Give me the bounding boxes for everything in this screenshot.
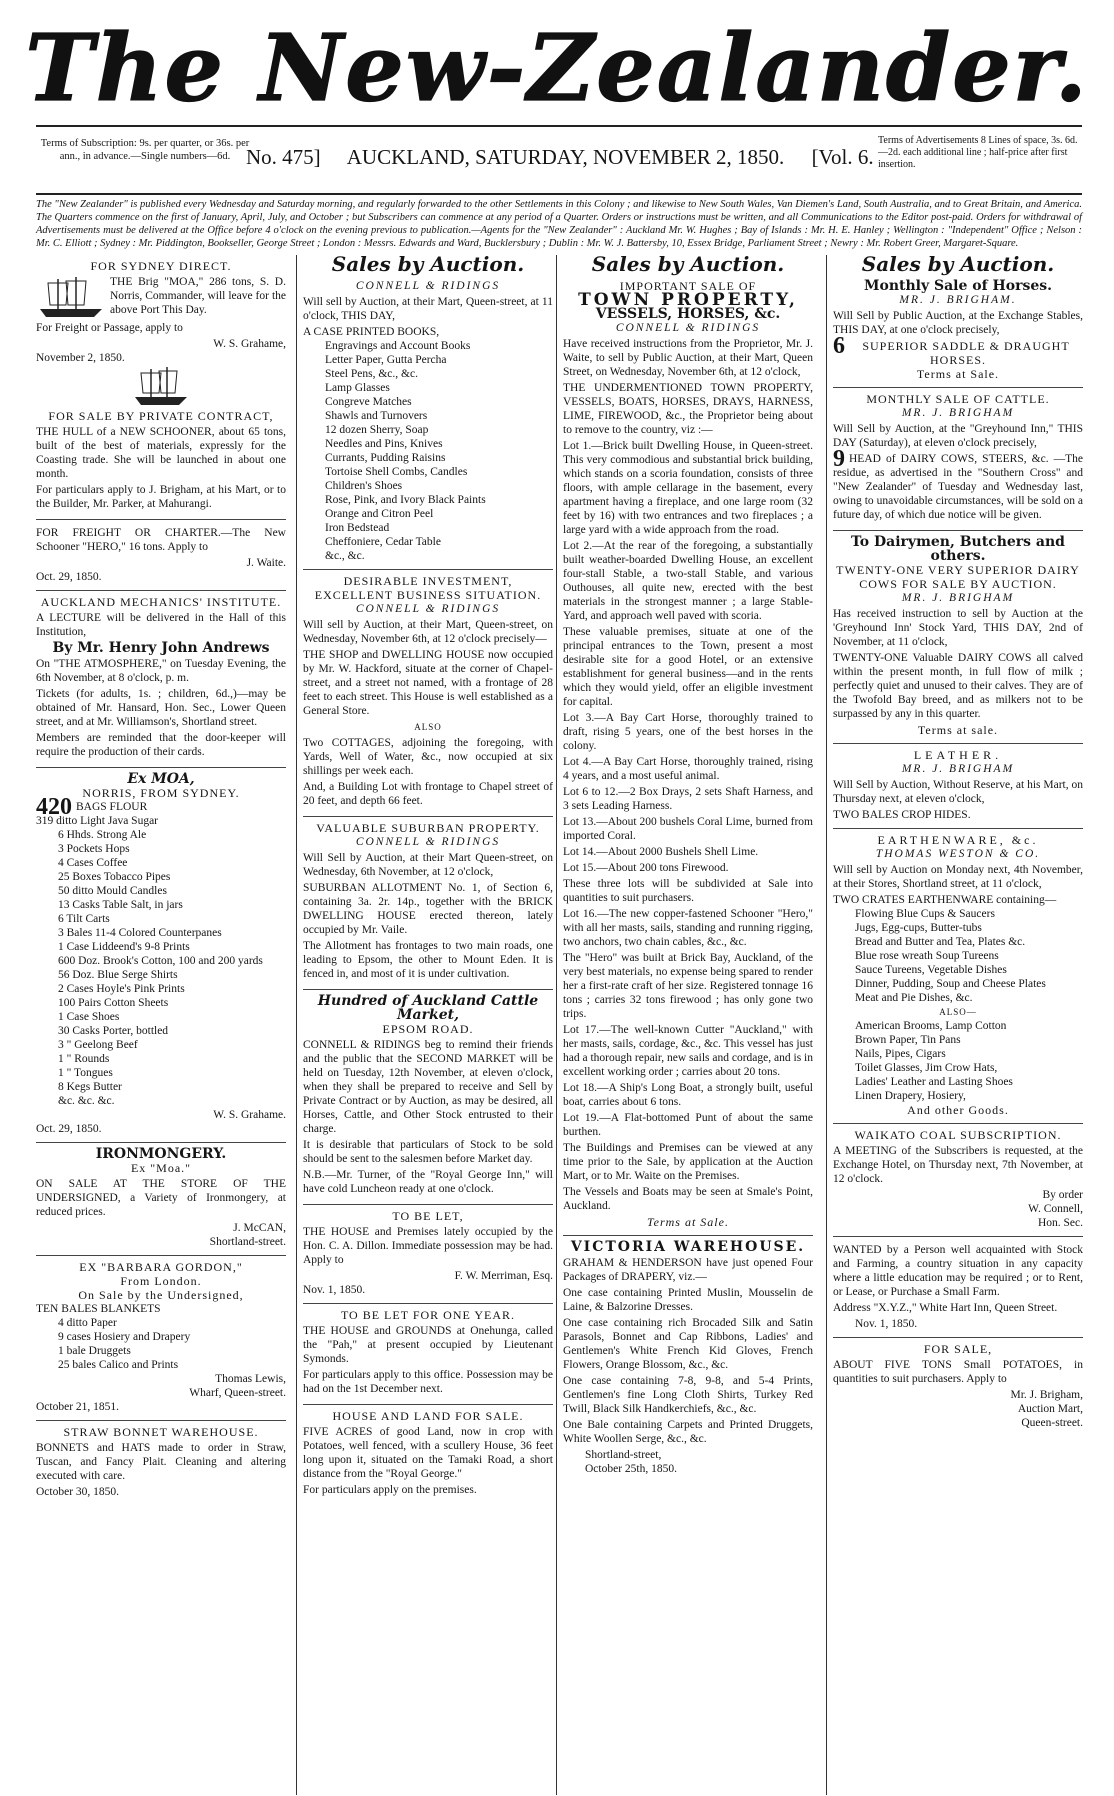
ad-address: Wharf, Queen-street. [189, 1387, 286, 1399]
auctioneer: CONNELL & RIDINGS [355, 836, 501, 848]
ad-subheading: NORRIS, FROM SYDNEY. [82, 786, 240, 800]
list-item: Ladies' Leather and Lasting Shoes [855, 1076, 1013, 1088]
auction-investment [303, 570, 553, 817]
auctioneer: MR. J. BRIGHAM [901, 592, 1015, 604]
ad-body: For particulars apply on the premises. [303, 1484, 477, 1496]
ad-signature: J. McCAN, [233, 1222, 286, 1234]
ad-end: And other Goods. [907, 1103, 1009, 1117]
list-item: Steel Pens, &c., &c. [325, 368, 418, 380]
ad-mechanics [36, 591, 286, 768]
ad-date: Oct. 29, 1850. [36, 571, 102, 583]
list-item: 3 " Geelong Beef [58, 1039, 138, 1051]
ad-body: On "THE ATMOSPHERE," on Tuesday Evening, the 6th November, at 8 o'clock, p. m. [36, 658, 286, 684]
ad-also: ALSO [414, 722, 442, 732]
ad-heading: VICTORIA WAREHOUSE. [570, 1239, 806, 1255]
place-date: AUCKLAND, SATURDAY, NOVEMBER 2, 1850. [346, 145, 785, 169]
masthead [0, 0, 1114, 120]
ad-heading: WAIKATO COAL SUBSCRIPTION. [854, 1128, 1062, 1142]
list-item: Jugs, Egg-cups, Butter-tubs [855, 922, 982, 934]
list-item: 30 Casks Porter, bottled [58, 1025, 169, 1037]
list-item: 1 Case Liddeend's 9-8 Prints [58, 941, 190, 953]
section-heading: Sales by Auction. [591, 255, 785, 276]
ad-moa [36, 768, 286, 1143]
ad-wanted [833, 1237, 1083, 1338]
list-item: 2 Cases Hoyle's Pink Prints [58, 983, 185, 995]
advertising-terms: Terms of Advertisements 8 Lines of space, 3s. 6d.—2d. each additional line ; half-price after first insertion. [878, 135, 1078, 170]
list-item: A CASE PRINTED BOOKS, [303, 326, 440, 338]
lot-item: Lot 15.—About 200 tons Firewood. [563, 862, 729, 874]
list-item: &c. &c. &c. [58, 1095, 115, 1107]
dateline-bar [36, 125, 1082, 195]
lot-item: Lot 13.—About 200 bushels Coral Lime, burned from imported Coral. [563, 816, 813, 842]
lot-item: These valuable premises, situate at one of the principal entrances to the Town, present a most desirable site for a good Hotel, or an extensive establishment for general business—and in the rents which they would yield, offer an eligible investment for capital. [563, 626, 813, 708]
ad-date: Nov. 1, 1850. [303, 1284, 366, 1296]
ad-body: THE Brig "MOA," 286 tons, S. D. Norris, Commander, will leave for the above Port This Day. [110, 276, 286, 316]
ad-straw-bonnet [36, 1421, 286, 1505]
cargo-list [36, 794, 286, 1108]
list-item: Linen Drapery, Hosiery, [855, 1090, 966, 1102]
list-item: Congreve Matches [325, 396, 412, 408]
ad-body: FIVE ACRES of good Land, now in crop with Potatoes, well fenced, with a scullery House, 36 feet long upon it, situated on the Tamaki Road, a short distance from the "Royal George." [303, 1426, 553, 1480]
list-item: 56 Doz. Blue Serge Shirts [58, 969, 178, 981]
ad-body: Will Sell by Auction, at the "Greyhound Inn," THIS DAY (Saturday), at eleven o'clock precisely, [833, 423, 1083, 449]
ad-heading: Monthly Sale of Horses. [864, 278, 1052, 294]
ad-body: SUBURBAN ALLOTMENT No. 1, of Section 6, containing 3a. 2r. 14p., together with the BRICK DWELLING HOUSE erected thereon, lately occupied by Mr. Vaile. [303, 882, 553, 936]
ad-heading: AUCKLAND MECHANICS' INSTITUTE. [40, 595, 282, 609]
ad-terms: Terms at sale. [917, 723, 999, 737]
ad-body: Will Sell by Auction, Without Reserve, at his Mart, on Thursday next, at eleven o'clock, [833, 779, 1083, 805]
auction-books [303, 275, 553, 570]
list-item: Flowing Blue Cups & Saucers [855, 908, 995, 920]
issue-number: No. 475] [246, 145, 321, 169]
ad-body: ON SALE AT THE STORE OF THE UNDERSIGNED, a Variety of Ironmongery, at reduced prices. [36, 1178, 286, 1218]
ad-address: Shortland-street. [209, 1236, 286, 1248]
ad-heading: FOR SALE, [923, 1342, 993, 1356]
ad-body: Will sell by Auction, at their Mart, Queen-street, on Wednesday, November 6th, at 12 o'clock precisely— [303, 619, 553, 645]
section-heading: Sales by Auction. [861, 255, 1055, 276]
list-item: Sauce Tureens, Vegetable Dishes [855, 964, 1007, 976]
lot-item: Lot 18.—A Ship's Long Boat, a strongly built, useful boat, carries about 6 tons. [563, 1082, 813, 1108]
ad-body: A MEETING of the Subscribers is requested, at the Exchange Hotel, on Thursday next, 7th November, at 12 o'clock. [833, 1145, 1083, 1185]
list-item: 1 Case Shoes [58, 1011, 120, 1023]
ad-signature: Mr. J. Brigham, [1010, 1389, 1083, 1401]
column-3 [556, 255, 813, 1795]
ad-body: Will sell by Auction, at their Mart, Queen-street, at 11 o'clock, THIS DAY, [303, 296, 553, 322]
auction-town-property [563, 275, 813, 1236]
ad-heading: IRONMONGERY. [95, 1146, 227, 1162]
ad-subheading: TWENTY-ONE VERY SUPERIOR DAIRY COWS FOR SALE BY AUCTION. [836, 563, 1080, 591]
list-item: 4 ditto Paper [58, 1317, 117, 1329]
issue-line [246, 145, 882, 170]
list-item: Letter Paper, Gutta Percha [325, 354, 447, 366]
lot-item: Lot 14.—About 2000 Bushels Shell Lime. [563, 846, 759, 858]
auction-earthenware [833, 829, 1083, 1124]
ad-body: One case containing rich Brocaded Silk and Satin Parasols, Bonnet and Cap Ribbons, Ladies' and Gentlemen's White French Kid Gloves, French Flowers, Orange Blossom, &c., &c. [563, 1317, 813, 1371]
column-2 [296, 255, 553, 1795]
ad-body: One Bale containing Carpets and Printed Druggets, White Woollen Serge, &c., &c. [563, 1419, 813, 1445]
ad-heading: Hundred of Auckland Cattle Market, [317, 993, 539, 1023]
ad-heading: To Dairymen, Butchers and others. [851, 534, 1065, 564]
list-item: 13 Casks Table Salt, in jars [58, 899, 183, 911]
ad-body: A LECTURE will be delivered in the Hall of this Institution, [36, 612, 286, 638]
list-item: 25 Boxes Tobacco Pipes [58, 871, 171, 883]
ad-body: N.B.—Mr. Turner, of the "Royal George Inn," will have cold Luncheon ready at one o'clock. [303, 1169, 553, 1195]
auctioneer: CONNELL & RIDINGS [355, 280, 501, 292]
ad-signature: W. S. Grahame, [213, 338, 286, 350]
ad-heading: HOUSE AND LAND FOR SALE. [332, 1409, 524, 1423]
ad-body: BONNETS and HATS made to order in Straw, Tuscan, and Fancy Plait. Cleaning and altering executed with care. [36, 1442, 286, 1482]
ad-heading: MONTHLY SALE OF CATTLE. [866, 392, 1050, 406]
ad-heading: Ex MOA, [127, 771, 195, 787]
list-item: Tortoise Shell Combs, Candles [325, 466, 468, 478]
ad-body: Two COTTAGES, adjoining the foregoing, with Yards, Well of Water, &c., now occupied at six shillings per week each. [303, 737, 553, 777]
ad-subheading: Ex "Moa." [130, 1161, 192, 1175]
ad-address: Shortland-street, [585, 1449, 662, 1461]
ad-body: For particulars apply to this office. Possession may be had on the 1st December next. [303, 1369, 553, 1395]
list-item: Orange and Citron Peel [325, 508, 434, 520]
ad-body: The Vessels and Boats may be seen at Smale's Point, Auckland. [563, 1186, 813, 1212]
ad-body: FOR FREIGHT OR CHARTER.—The New Schooner "HERO," 16 tons. Apply to [36, 527, 286, 553]
list-item: Currants, Pudding Raisins [325, 452, 446, 464]
list-item: Engravings and Account Books [325, 340, 471, 352]
list-item: Shawls and Turnovers [325, 410, 428, 422]
list-item: 8 Kegs Butter [58, 1081, 122, 1093]
lot-item: The "Hero" was built at Brick Bay, Auckland, of the very best materials, no expense being spared to render her a first-rate craft of her size. Registered tonnage 16 tons ; carries 32 tons firewood ; has only gone two trips. [563, 952, 813, 1020]
ad-body: Will Sell by Auction, at their Mart Queen-street, on Wednesday, 6th November, at 12 o'clock, [303, 852, 553, 878]
ad-heading: EARTHENWARE, &c. [877, 833, 1039, 847]
lot-item: Lot 17.—The well-known Cutter "Auckland," with her masts, sails, cordage, &c., &c. This vessel has just had a thorough repair, new sails and cordage, and is in excellent working order ; carries about 20 tons. [563, 1024, 813, 1078]
ad-terms: Terms at Sale. [916, 367, 1000, 381]
list-item: 6 Hhds. Strong Ale [58, 829, 147, 841]
list-item: 319 ditto Light Java Sugar [36, 815, 159, 827]
lot-item: Lot 2.—At the rear of the foregoing, a substantially built weather-boarded Dwelling House, an excellent four-stall Stable, a two-stall Stable, and various Outhouses, all quite new, erected with the best materials in the strongest manner ; a large Stable-Yard, and approach well paved with scoria. [563, 540, 813, 622]
column-1 [36, 255, 286, 1795]
ad-also: ALSO— [939, 1007, 977, 1017]
ad-body: THE HULL of a NEW SCHOONER, about 65 tons, built of the best of materials, expressly for the Coasting trade. She will be launched in about one month. [36, 426, 286, 480]
column-4 [826, 255, 1083, 1795]
lot-item: These three lots will be subdivided at Sale into quantities to suit purchasers. [563, 878, 813, 904]
ad-body: One case containing Printed Muslin, Mousselin de Laine, & Balzorine Dresses. [563, 1287, 813, 1313]
ad-signature: F. W. Merriman, Esq. [454, 1270, 553, 1282]
auctioneer: CONNELL & RIDINGS [355, 603, 501, 615]
list-item: Needles and Pins, Knives [325, 438, 443, 450]
list-item: Cheffoniere, Cedar Table [325, 536, 441, 548]
auction-cattle [833, 388, 1083, 531]
ad-body: Have received instructions from the Proprietor, Mr. J. Waite, to sell by Public Auction, at their Mart, Queen Street, on Wednesday, November 6th, at 12 o'clock, [563, 338, 813, 378]
ad-body: One case containing 7-8, 9-8, and 5-4 Prints, Gentlemen's fine Long Cloth Shirts, Turkey Red Twill, Black Silk Handkerchiefs, &c., &c. [563, 1375, 813, 1415]
auction-cattle-market [303, 990, 553, 1205]
lot-item: Lot 3.—A Bay Cart Horse, thoroughly trained to draft, rising 5 years, one of the best horses in the colony. [563, 712, 813, 752]
quantity: 420 [36, 794, 72, 820]
list-item: 6 Tilt Carts [58, 913, 110, 925]
section-heading: Sales by Auction. [331, 255, 525, 276]
volume-number: [Vol. 6. [811, 145, 874, 169]
ad-terms: Terms at Sale. [647, 1215, 729, 1229]
ad-date: Oct. 29, 1850. [36, 1123, 102, 1135]
auctioneer: CONNELL & RIDINGS [615, 322, 761, 334]
ad-body: Will sell by Auction on Monday next, 4th November, at their Stores, Shortland street, at 11 o'clock, [833, 864, 1083, 890]
auctioneer: MR. J. BRIGHAM. [899, 294, 1017, 306]
auctioneer: MR. J. BRIGHAM [901, 407, 1015, 419]
ad-coal [833, 1124, 1083, 1237]
ad-body: The Buildings and Premises can be viewed at any time prior to the Sale, by application at the Auction Mart, or to Mr. Waite on the Premises. [563, 1142, 813, 1182]
auction-leather [833, 744, 1083, 829]
ad-ironmongery [36, 1143, 286, 1256]
lot-item: Lot 19.—A Flat-bottomed Punt of about the same burthen. [563, 1112, 813, 1138]
ad-hero [36, 520, 286, 591]
ad-date: November 2, 1850. [36, 352, 125, 364]
ship-icon [131, 365, 191, 409]
list-item: Dinner, Pudding, Soup and Cheese Plates [855, 978, 1046, 990]
list-item: &c., &c. [325, 550, 365, 562]
ad-subheading: On Sale by the Undersigned, [78, 1288, 244, 1302]
columns [36, 255, 1084, 1795]
list-item: 3 Bales 11-4 Colored Counterpanes [58, 927, 222, 939]
ad-subheading: EPSOM ROAD. [382, 1022, 474, 1036]
ad-body: Will Sell by Public Auction, at the Exchange Stables, THIS DAY, at one o'clock precisely, [833, 310, 1083, 336]
quantity: 6 [833, 333, 845, 359]
publication-notice: The "New Zealander" is published every Wednesday and Saturday morning, and regularly forwarded to the other Settlements in this Colony ; and likewise to New South Wales, Van Diemen's Land, South Australia, and to Great Britain, and America. The Quarters commence on the first of January, April, July, and October ; but Subscribers can commence at any period of a Quarter. Orders or instructions must be written, and all Communications to the Editor post-paid. Orders for withdrawal of Advertisements must be delivered at the Office before 4 o'clock on the evening previous to publication.—Agents for the "New Zealander" : Auckland Mr. W. Hughes ; Bay of Islands : Mr. H. E. Hanley ; Wellington : "Independent" Office ; Nelson : Mr. C. Elliott ; Sydney : Mr. Piddington, Bookseller, George Street ; London : Messrs. Edwards and Ward, Bucklersbury ; Dublin : Mr. W. J. Battersby, 10, Essex Bridge, Parliament Street ; Newry : Mr. Robert Greer, Margaret-Square. [36, 199, 1082, 249]
ad-signature: Thomas Lewis, [215, 1373, 286, 1385]
ad-heading: IMPORTANT SALE OF [619, 279, 757, 293]
ad-body: GRAHAM & HENDERSON have just opened Four Packages of DRAPERY, viz.— [563, 1257, 813, 1283]
ad-heading: TO BE LET, [392, 1209, 464, 1223]
auction-dairy [833, 531, 1083, 744]
lot-item: Lot 16.—The new copper-fastened Schooner "Hero," with all her masts, sails, standing and running rigging, two anchors, two chain cables, &c., &c. [563, 908, 813, 948]
ad-subtitle: VESSELS, HORSES, &c. [595, 306, 781, 322]
ad-body: THE UNDERMENTIONED TOWN PROPERTY, VESSELS, BOATS, HORSES, DRAYS, HARNESS, LIME, FIREWOOD, &c., the Proprietor being about to remove to the country, viz :— [563, 382, 813, 436]
ad-body: Members are reminded that the door-keeper will require the production of their cards. [36, 732, 286, 758]
ad-to-let [303, 1205, 553, 1304]
list-item: 600 Doz. Brook's Cotton, 100 and 200 yards [58, 955, 263, 967]
list-item: 50 ditto Mould Candles [58, 885, 167, 897]
ad-to-let-year [303, 1304, 553, 1405]
list-item: BAGS FLOUR [76, 801, 148, 813]
ad-signature: W. S. Grahame. [213, 1109, 286, 1121]
auction-suburban [303, 817, 553, 990]
ad-heading: EX "BARBARA GORDON," [79, 1260, 243, 1274]
list-item: American Brooms, Lamp Cotton [855, 1020, 1007, 1032]
ad-body: WANTED by a Person well acquainted with Stock and Farming, a country situation in any capacity where a little education may be required ; or to Rent, or Lease, or Purchase a Small Farm. [833, 1244, 1083, 1298]
list-item: 100 Pairs Cotton Sheets [58, 997, 169, 1009]
list-item: Lamp Glasses [325, 382, 390, 394]
ad-heading: FOR SALE BY PRIVATE CONTRACT, [48, 409, 274, 423]
ad-heading: DESIRABLE INVESTMENT, EXCELLENT BUSINESS SITUATION. [314, 574, 542, 602]
masthead-title [0, 0, 1114, 120]
ad-body: ABOUT FIVE TONS Small POTATOES, in quantities to suit purchasers. Apply to [833, 1359, 1083, 1385]
ad-barbara-gordon [36, 1256, 286, 1421]
ad-body: THE HOUSE and Premises lately occupied by the Hon. C. A. Dillon. Immediate possession may be had. Apply to [303, 1226, 553, 1266]
ad-lot: TWO CRATES EARTHENWARE containing— [833, 894, 1057, 906]
auctioneer: THOMAS WESTON & CO. [875, 848, 1041, 860]
ship-icon [36, 275, 106, 321]
ad-body: Has received instruction to sell by Auction at the 'Greyhound Inn' Stock Yard, THIS DAY, 2nd of November, at 11 o'clock, [833, 608, 1083, 648]
auction-horses [833, 275, 1083, 388]
ad-sydney [36, 255, 286, 520]
ad-heading: FOR SYDNEY DIRECT. [90, 259, 232, 273]
list-item: 9 cases Hosiery and Drapery [58, 1331, 191, 1343]
lot-item: Lot 6 to 12.—2 Box Drays, 2 sets Shaft Harness, and 3 sets Leading Harness. [563, 786, 813, 812]
ad-body: It is desirable that particulars of Stock to be sold should be sent to the salesmen before Market day. [303, 1139, 553, 1165]
ad-date: October 21, 1851. [36, 1401, 120, 1413]
ad-address: Auction Mart, [1017, 1403, 1083, 1415]
quantity: 9 [833, 446, 845, 472]
list-item: 12 dozen Sherry, Soap [325, 424, 429, 436]
ad-by-order: By order [1042, 1189, 1083, 1201]
list-item: Toilet Glasses, Jim Crow Hats, [855, 1062, 998, 1074]
list-item: Blue rose wreath Soup Tureens [855, 950, 999, 962]
ad-heading: TO BE LET FOR ONE YEAR. [340, 1308, 516, 1322]
lecturer-name: By Mr. Henry John Andrews [52, 640, 270, 656]
ad-apply: For Freight or Passage, apply to [36, 322, 183, 334]
ad-lot: TWO BALES CROP HIDES. [833, 809, 971, 821]
list-item: 3 Pockets Hops [58, 843, 130, 855]
list-item: Children's Shoes [325, 480, 403, 492]
lot-item: Lot 1.—Brick built Dwelling House, in Queen-street. This very commodious and substantial brick building, which stands on a scoria foundation, consists of three floors, with ample cellarage in the basement, every apartment having a fireplace, and one large room (32 feet by 16) with two entrances and two fireplaces ; a large yard with a wide approach from the road. [563, 440, 813, 536]
ad-body: TWENTY-ONE Valuable DAIRY COWS all calved within the present month, in full flow of milk ; perfectly quiet and unused to their calves. They are of the Twofold Bay breed, and as milkers not to be surpassed by any in this quarter. [833, 652, 1083, 720]
ad-date: October 25th, 1850. [585, 1463, 677, 1475]
list-item: 4 Cases Coffee [58, 857, 128, 869]
ad-subheading: From London. [120, 1274, 202, 1288]
ad-title: Hon. Sec. [1037, 1217, 1083, 1229]
list-item: TEN BALES BLANKETS [36, 1303, 161, 1315]
list-item: 1 " Rounds [58, 1053, 110, 1065]
ad-body: THE HOUSE and GROUNDS at Onehunga, called the "Pah," at present occupied by Lieutenant Symonds. [303, 1325, 553, 1365]
ad-heading: VALUABLE SUBURBAN PROPERTY. [316, 821, 540, 835]
ad-lot: SUPERIOR SADDLE & DRAUGHT HORSES. [862, 339, 1070, 367]
ad-body: THE SHOP and DWELLING HOUSE now occupied by Mr. W. Hackford, situate at the corner of Chapel-street, and a street not named, with a frontage of 28 feet to each street. This House is well established as a General Store. [303, 649, 553, 717]
ad-victoria-warehouse [563, 1236, 813, 1482]
lot-item: Lot 4.—A Bay Cart Horse, thoroughly trained, rising 4 years, and a most useful animal. [563, 756, 813, 782]
ad-signature: J. Waite. [246, 557, 286, 569]
list-item: 1 " Tongues [58, 1067, 113, 1079]
list-item: 1 bale Druggets [58, 1345, 131, 1357]
svg-text:The New-Zealander.: The New-Zealander. [25, 14, 1089, 120]
list-item: Nails, Pipes, Cigars [855, 1048, 946, 1060]
ad-potatoes [833, 1338, 1083, 1436]
ad-body: HEAD of DAIRY COWS, STEERS, &c. —The residue, as advertised in the "Southern Cross" and "New Zealander" of Tuesday and Wednesday last, owing to unavoidable circumstances, will be sold on a future day, of which due notice will be given. [833, 453, 1083, 521]
list-item: Bread and Butter and Tea, Plates &c. [855, 936, 1026, 948]
ad-title: TOWN PROPERTY, [578, 290, 798, 310]
ad-address: Queen-street. [1021, 1417, 1083, 1429]
list-item: Iron Bedstead [325, 522, 390, 534]
ad-address: Address "X.Y.Z.," White Hart Inn, Queen Street. [833, 1302, 1058, 1314]
ad-date: October 30, 1850. [36, 1486, 120, 1498]
ad-house-land [303, 1405, 553, 1505]
list-item: 25 bales Calico and Prints [58, 1359, 179, 1371]
ad-body: And, a Building Lot with frontage to Chapel street of 20 feet, and depth 66 feet. [303, 781, 553, 807]
ad-date: Nov. 1, 1850. [855, 1318, 918, 1330]
ad-body: CONNELL & RIDINGS beg to remind their friends and the public that the SECOND MARKET will be held on Tuesday, 12th November, at eleven o'clock, when they shall be prepared to receive and Sell by Private Contract or by Auction, as may be desired, all Horses, Cattle, and Other Stock entrusted to their charge. [303, 1039, 553, 1135]
subscription-terms: Terms of Subscription: 9s. per quarter, or 36s. per ann., in advance.—Single numbers—6d. [40, 138, 250, 162]
list-item: Meat and Pie Dishes, &c. [855, 992, 973, 1004]
auctioneer: MR. J. BRIGHAM [901, 763, 1015, 775]
ad-heading: STRAW BONNET WAREHOUSE. [63, 1425, 259, 1439]
ad-body: For particulars apply to J. Brigham, at his Mart, or to the Builder, Mr. Parker, at Mahurangi. [36, 484, 286, 510]
ad-body: Tickets (for adults, 1s. ; children, 6d.,)—may be obtained of Mr. Hansard, Hon. Sec., Lower Queen street, and at Mr. Williamson's, Shortland street. [36, 688, 286, 728]
list-item: Brown Paper, Tin Pans [855, 1034, 961, 1046]
ad-heading: LEATHER. [913, 748, 1003, 762]
list-item: Rose, Pink, and Ivory Black Paints [325, 494, 486, 506]
ad-signature: W. Connell, [1028, 1203, 1083, 1215]
ad-body: The Allotment has frontages to two main roads, one leading to Epsom, the other to Mount Eden. It is fenced in, and most of it is under cultivation. [303, 940, 553, 980]
